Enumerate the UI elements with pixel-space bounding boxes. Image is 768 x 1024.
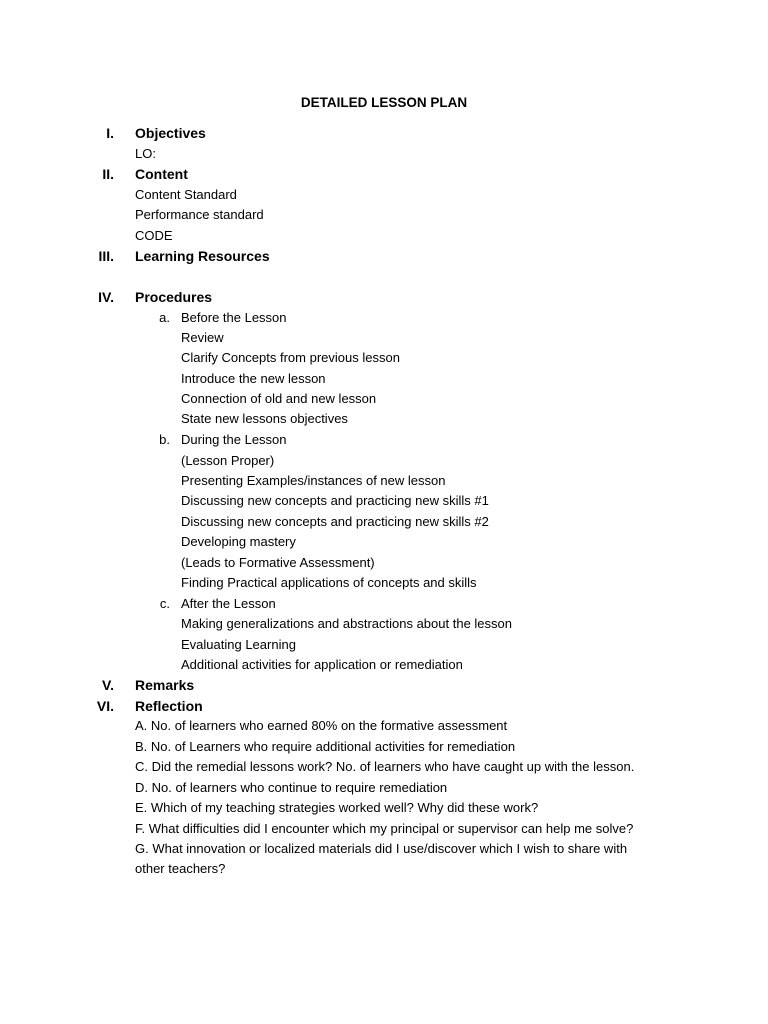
list-item: Finding Practical applications of concepts and skills — [181, 575, 477, 590]
list-item: D. No. of learners who continue to require remediation — [135, 780, 448, 795]
list-item: (Leads to Formative Assessment) — [181, 555, 375, 570]
list-item: other teachers? — [135, 861, 226, 876]
list-item: A. No. of learners who earned 80% on the formative assessment — [135, 718, 508, 733]
subsection-label-during: During the Lesson — [181, 432, 287, 447]
list-item: CODE — [135, 228, 173, 243]
list-item: LO: — [135, 146, 156, 161]
list-item: Introduce the new lesson — [181, 371, 326, 386]
section-numeral: VI. — [96, 698, 114, 714]
list-item: Performance standard — [135, 207, 264, 222]
list-item: Discussing new concepts and practicing new skills #2 — [181, 514, 489, 529]
section-heading-remarks: Remarks — [135, 677, 195, 693]
list-item: Developing mastery — [181, 534, 296, 549]
list-item: (Lesson Proper) — [181, 453, 275, 468]
subsection-label-after: After the Lesson — [181, 596, 276, 611]
section-numeral: II. — [102, 166, 114, 182]
list-item: E. Which of my teaching strategies worked well? Why did these work? — [135, 800, 539, 815]
list-item: G. What innovation or localized materials did I use/discover which I wish to share with — [135, 841, 628, 856]
subsection-letter: b. — [159, 432, 170, 447]
section-numeral: V. — [102, 677, 114, 693]
subsection-label-before: Before the Lesson — [181, 310, 287, 325]
list-item: Making generalizations and abstractions about the lesson — [181, 616, 512, 631]
list-item: State new lessons objectives — [181, 411, 348, 426]
list-item: Clarify Concepts from previous lesson — [181, 350, 400, 365]
list-item: Review — [181, 330, 224, 345]
list-item: Additional activities for application or remediation — [181, 657, 463, 672]
list-item: C. Did the remedial lessons work? No. of learners who have caught up with the lesson. — [135, 759, 635, 774]
section-numeral: IV. — [98, 289, 114, 305]
section-heading-content: Content — [135, 166, 188, 182]
list-item: Discussing new concepts and practicing new skills #1 — [181, 493, 489, 508]
section-numeral: III. — [98, 248, 114, 264]
section-numeral: I. — [106, 125, 114, 141]
section-heading-objectives: Objectives — [135, 125, 206, 141]
subsection-letter: a. — [159, 310, 170, 325]
list-item: Presenting Examples/instances of new lesson — [181, 473, 446, 488]
section-heading-learning-resources: Learning Resources — [135, 248, 270, 264]
section-heading-procedures: Procedures — [135, 289, 213, 305]
list-item: Content Standard — [135, 187, 237, 202]
list-item: Connection of old and new lesson — [181, 391, 377, 406]
list-item: Evaluating Learning — [181, 637, 296, 652]
list-item: B. No. of Learners who require additional activities for remediation — [135, 739, 516, 754]
list-item: F. What difficulties did I encounter which my principal or supervisor can help me solve? — [135, 821, 634, 836]
subsection-letter: c. — [159, 596, 170, 611]
section-heading-reflection: Reflection — [135, 698, 203, 714]
document-title: DETAILED LESSON PLAN — [300, 95, 468, 110]
